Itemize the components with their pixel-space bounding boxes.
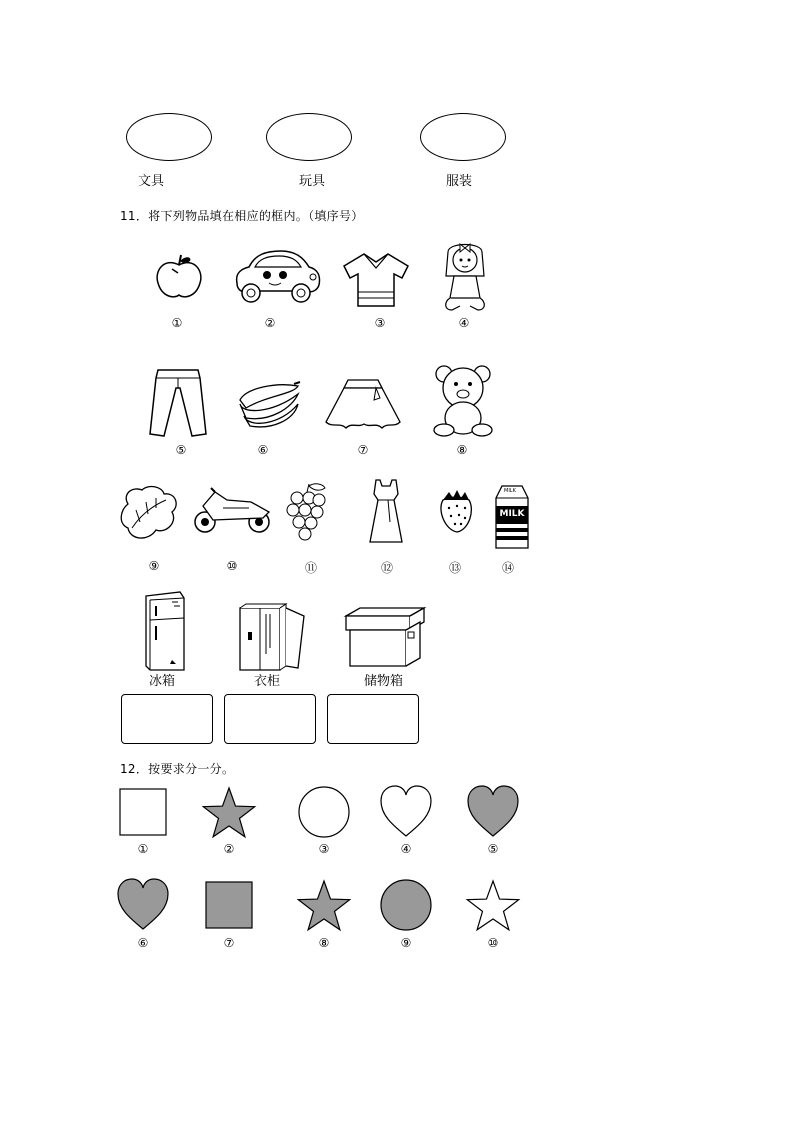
doll-icon bbox=[440, 240, 490, 316]
heart-shape-5 bbox=[463, 782, 523, 842]
t-shirt-icon bbox=[340, 250, 412, 310]
shape-number-7: ⑦ bbox=[223, 936, 235, 950]
item-number-4: ④ bbox=[458, 316, 470, 330]
shape-number-9: ⑨ bbox=[400, 936, 412, 950]
item-number-7: ⑦ bbox=[357, 443, 369, 457]
item-number-12: ⑫ bbox=[380, 561, 393, 575]
category-label-toys: 玩具 bbox=[299, 174, 326, 189]
category-label-clothing: 服装 bbox=[446, 174, 473, 189]
milk-label-small: MILK bbox=[504, 488, 516, 494]
question-11-title: 11．将下列物品填在相应的框内。（填序号） bbox=[120, 209, 364, 223]
strawberry-icon bbox=[437, 490, 475, 534]
container-label-fridge: 冰箱 bbox=[149, 674, 176, 689]
container-label-storage-box: 储物箱 bbox=[364, 674, 404, 689]
teddy-bear-icon bbox=[430, 364, 496, 438]
wardrobe-icon bbox=[236, 604, 308, 672]
square-shape-7 bbox=[199, 875, 259, 935]
container-label-wardrobe: 衣柜 bbox=[254, 674, 281, 689]
answer-box-wardrobe[interactable] bbox=[224, 694, 316, 744]
item-number-13: ⑬ bbox=[448, 561, 461, 575]
shape-number-2: ② bbox=[223, 842, 235, 856]
answer-box-fridge[interactable] bbox=[121, 694, 213, 744]
shape-number-4: ④ bbox=[400, 842, 412, 856]
shape-number-5: ⑤ bbox=[487, 842, 499, 856]
item-number-14: ⑭ bbox=[501, 561, 514, 575]
category-oval-clothing[interactable] bbox=[420, 113, 506, 161]
answer-box-storage-box[interactable] bbox=[327, 694, 419, 744]
star-shape-10 bbox=[463, 875, 523, 935]
item-number-1: ① bbox=[171, 316, 183, 330]
shape-number-8: ⑧ bbox=[318, 936, 330, 950]
category-oval-stationery[interactable] bbox=[126, 113, 212, 161]
grapes-icon bbox=[285, 482, 329, 544]
item-number-11: ⑪ bbox=[304, 561, 317, 575]
refrigerator-icon bbox=[142, 590, 186, 672]
item-number-8: ⑧ bbox=[456, 443, 468, 457]
heart-shape-6 bbox=[113, 875, 173, 935]
toy-car-icon bbox=[231, 247, 323, 305]
circle-shape-9 bbox=[376, 875, 436, 935]
dress-icon bbox=[366, 478, 406, 546]
item-number-6: ⑥ bbox=[257, 443, 269, 457]
item-number-10: ⑩ bbox=[226, 559, 238, 573]
circle-shape-3 bbox=[294, 782, 354, 842]
category-label-stationery: 文具 bbox=[138, 174, 165, 189]
apple-icon bbox=[154, 253, 204, 301]
item-number-5: ⑤ bbox=[175, 443, 187, 457]
heart-shape-4 bbox=[376, 782, 436, 842]
shape-number-6: ⑥ bbox=[137, 936, 149, 950]
skirt-icon bbox=[324, 376, 402, 432]
item-number-9: ⑨ bbox=[148, 559, 160, 573]
square-shape-1 bbox=[113, 782, 173, 842]
category-oval-toys[interactable] bbox=[266, 113, 352, 161]
shape-number-1: ① bbox=[137, 842, 149, 856]
milk-carton-icon bbox=[492, 484, 532, 550]
question-12-title: 12．按要求分一分。 bbox=[120, 762, 235, 776]
item-number-3: ③ bbox=[374, 316, 386, 330]
item-number-2: ② bbox=[264, 316, 276, 330]
storage-box-icon bbox=[344, 608, 426, 668]
shape-number-3: ③ bbox=[318, 842, 330, 856]
cabbage-icon bbox=[118, 484, 180, 542]
star-shape-8 bbox=[294, 875, 354, 935]
bananas-icon bbox=[236, 378, 302, 430]
shape-number-10: ⑩ bbox=[487, 936, 499, 950]
trousers-icon bbox=[148, 368, 208, 438]
milk-label: MILK bbox=[499, 509, 525, 519]
motorcycle-icon bbox=[193, 486, 273, 534]
star-shape-2 bbox=[199, 782, 259, 842]
